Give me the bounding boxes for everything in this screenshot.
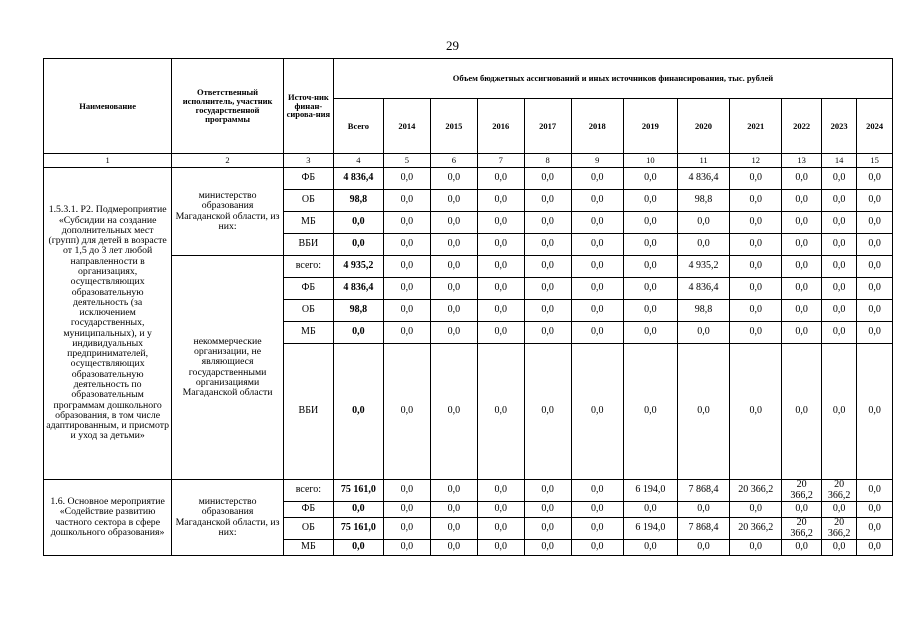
value-cell: 0,0: [430, 300, 477, 322]
value-cell: 0,0: [383, 234, 430, 256]
value-cell: 0,0: [383, 322, 430, 344]
value-cell: 6 194,0: [623, 518, 677, 540]
value-total: 0,0: [333, 322, 383, 344]
value-cell: 0,0: [821, 256, 856, 278]
column-number: 9: [571, 154, 623, 168]
value-cell: 0,0: [730, 502, 782, 518]
value-cell: 0,0: [477, 344, 524, 480]
responsible-executor: некоммерческие организации, не являющиеся государственными организациями Магаданской области: [172, 256, 284, 480]
value-cell: 0,0: [571, 322, 623, 344]
value-total: 4 836,4: [333, 278, 383, 300]
value-cell: 0,0: [677, 234, 729, 256]
value-cell: 0,0: [524, 322, 571, 344]
column-number: 7: [477, 154, 524, 168]
value-cell: 0,0: [383, 480, 430, 502]
column-number: 14: [821, 154, 856, 168]
value-total: 98,8: [333, 300, 383, 322]
value-cell: 0,0: [477, 278, 524, 300]
value-cell: 0,0: [571, 540, 623, 556]
value-cell: 0,0: [782, 190, 822, 212]
column-number: 2: [172, 154, 284, 168]
value-cell: 0,0: [623, 190, 677, 212]
value-cell: 0,0: [430, 168, 477, 190]
value-cell: 0,0: [623, 322, 677, 344]
value-cell: 0,0: [623, 502, 677, 518]
value-cell: 0,0: [677, 540, 729, 556]
value-cell: 7 868,4: [677, 480, 729, 502]
funding-source: всего:: [283, 256, 333, 278]
value-cell: 0,0: [524, 190, 571, 212]
value-cell: 0,0: [477, 540, 524, 556]
value-cell: 0,0: [571, 234, 623, 256]
header-year: 2017: [524, 99, 571, 154]
value-cell: 0,0: [857, 168, 893, 190]
value-cell: 0,0: [821, 540, 856, 556]
column-number: 11: [677, 154, 729, 168]
value-cell: 0,0: [782, 212, 822, 234]
value-cell: 0,0: [730, 540, 782, 556]
value-cell: 0,0: [821, 234, 856, 256]
header-funding: Объем бюджетных ассигнований и иных источников финансирования, тыс. рублей: [333, 59, 892, 99]
value-cell: 0,0: [430, 322, 477, 344]
value-cell: 6 194,0: [623, 480, 677, 502]
value-cell: 0,0: [857, 278, 893, 300]
value-cell: 0,0: [730, 190, 782, 212]
value-cell: 0,0: [782, 300, 822, 322]
value-cell: 0,0: [524, 344, 571, 480]
value-cell: 0,0: [782, 540, 822, 556]
header-year: 2019: [623, 99, 677, 154]
value-total: 0,0: [333, 502, 383, 518]
value-cell: 0,0: [477, 212, 524, 234]
value-total: 4 935,2: [333, 256, 383, 278]
value-cell: 0,0: [857, 518, 893, 540]
value-cell: 0,0: [430, 502, 477, 518]
value-cell: 0,0: [857, 300, 893, 322]
value-cell: 98,8: [677, 300, 729, 322]
value-cell: 0,0: [677, 212, 729, 234]
value-total: 0,0: [333, 540, 383, 556]
value-cell: 0,0: [524, 212, 571, 234]
responsible-executor: министерство образования Магаданской области, из них:: [172, 168, 284, 256]
value-cell: 0,0: [430, 518, 477, 540]
funding-source: ФБ: [283, 168, 333, 190]
value-cell: 0,0: [524, 234, 571, 256]
value-total: 75 161,0: [333, 518, 383, 540]
value-cell: 0,0: [857, 212, 893, 234]
value-cell: 0,0: [782, 256, 822, 278]
funding-source: МБ: [283, 212, 333, 234]
value-cell: 0,0: [782, 344, 822, 480]
value-cell: 0,0: [383, 190, 430, 212]
value-cell: 0,0: [857, 322, 893, 344]
value-cell: 0,0: [524, 300, 571, 322]
column-number: 15: [857, 154, 893, 168]
value-cell: 0,0: [430, 540, 477, 556]
column-number: 5: [383, 154, 430, 168]
column-number: 1: [44, 154, 172, 168]
value-cell: 20 366,2: [730, 518, 782, 540]
value-cell: 0,0: [730, 300, 782, 322]
value-total: 75 161,0: [333, 480, 383, 502]
value-cell: 0,0: [623, 300, 677, 322]
measure-name: 1.6. Основное мероприятие «Содействие развитию частного сектора в сфере дошкольного образования»: [44, 480, 172, 556]
value-cell: 0,0: [430, 190, 477, 212]
value-cell: 0,0: [524, 480, 571, 502]
value-cell: 0,0: [730, 344, 782, 480]
value-cell: 0,0: [821, 278, 856, 300]
value-cell: 0,0: [477, 480, 524, 502]
value-cell: 0,0: [477, 518, 524, 540]
value-cell: 20 366,2: [730, 480, 782, 502]
value-cell: 0,0: [677, 502, 729, 518]
value-cell: 0,0: [383, 518, 430, 540]
value-cell: 0,0: [623, 540, 677, 556]
value-cell: 0,0: [782, 234, 822, 256]
value-cell: 0,0: [857, 480, 893, 502]
header-responsible: Ответственный исполнитель, участник государственной программы: [172, 59, 284, 154]
value-cell: 0,0: [677, 344, 729, 480]
value-cell: 0,0: [477, 190, 524, 212]
column-number: 12: [730, 154, 782, 168]
header-year: 2018: [571, 99, 623, 154]
header-name: Наименование: [44, 59, 172, 154]
value-cell: 0,0: [383, 212, 430, 234]
value-cell: 0,0: [524, 168, 571, 190]
value-cell: 0,0: [383, 344, 430, 480]
value-cell: 4 935,2: [677, 256, 729, 278]
value-cell: 0,0: [730, 234, 782, 256]
value-cell: 0,0: [571, 168, 623, 190]
value-cell: 0,0: [623, 344, 677, 480]
value-cell: 0,0: [524, 256, 571, 278]
value-cell: 20 366,2: [821, 480, 856, 502]
value-cell: 0,0: [782, 322, 822, 344]
value-cell: 0,0: [821, 502, 856, 518]
funding-source: ВБИ: [283, 234, 333, 256]
funding-source: ОБ: [283, 518, 333, 540]
value-cell: 0,0: [477, 300, 524, 322]
value-cell: 0,0: [821, 344, 856, 480]
header-source: Источ-ник финан-сирова-ния: [283, 59, 333, 154]
header-year: 2014: [383, 99, 430, 154]
funding-table: [43, 58, 893, 556]
value-cell: 0,0: [821, 190, 856, 212]
value-cell: 0,0: [571, 300, 623, 322]
value-cell: 0,0: [477, 256, 524, 278]
value-cell: 0,0: [857, 256, 893, 278]
value-cell: 0,0: [782, 278, 822, 300]
column-number: 3: [283, 154, 333, 168]
funding-source: ФБ: [283, 502, 333, 518]
value-cell: 0,0: [524, 518, 571, 540]
value-total: 0,0: [333, 234, 383, 256]
value-cell: 0,0: [571, 256, 623, 278]
value-cell: 0,0: [383, 540, 430, 556]
value-cell: 0,0: [730, 256, 782, 278]
value-cell: 0,0: [524, 278, 571, 300]
value-cell: 7 868,4: [677, 518, 729, 540]
measure-name: 1.5.3.1. Р2. Подмероприятие «Субсидии на создание дополнительных мест (групп) для детей в возрасте от 1,5 до 3 лет любой направленности в организациях, осуществляющих образовательную деятельность (за исключением государственных, муниципальных), и у индивидуальных предпринимателей, осуществляющих образовательную деятельность по образовательным программам дошкольного образования, в том числе адаптированным, и присмотр и уход за детьми»: [44, 168, 172, 480]
value-cell: 0,0: [623, 234, 677, 256]
funding-source: МБ: [283, 322, 333, 344]
header-year: 2016: [477, 99, 524, 154]
value-cell: 0,0: [383, 278, 430, 300]
value-cell: 0,0: [383, 502, 430, 518]
value-cell: 20 366,2: [782, 518, 822, 540]
value-cell: 0,0: [571, 190, 623, 212]
header-year: 2015: [430, 99, 477, 154]
value-cell: 4 836,4: [677, 168, 729, 190]
value-cell: 0,0: [477, 234, 524, 256]
value-cell: 0,0: [782, 168, 822, 190]
value-total: 0,0: [333, 344, 383, 480]
value-cell: 0,0: [857, 234, 893, 256]
funding-source: ОБ: [283, 190, 333, 212]
value-cell: 0,0: [857, 502, 893, 518]
value-cell: 0,0: [623, 212, 677, 234]
value-cell: 0,0: [430, 234, 477, 256]
value-cell: 0,0: [571, 344, 623, 480]
value-cell: 0,0: [571, 518, 623, 540]
value-cell: 0,0: [524, 502, 571, 518]
column-number: 13: [782, 154, 822, 168]
value-cell: 0,0: [524, 540, 571, 556]
value-total: 0,0: [333, 212, 383, 234]
value-cell: 0,0: [477, 502, 524, 518]
column-number: 10: [623, 154, 677, 168]
value-cell: 0,0: [571, 502, 623, 518]
value-total: 98,8: [333, 190, 383, 212]
value-cell: 0,0: [730, 278, 782, 300]
value-cell: 20 366,2: [782, 480, 822, 502]
value-cell: 0,0: [782, 502, 822, 518]
value-cell: 0,0: [571, 212, 623, 234]
table-row: [44, 480, 893, 502]
value-cell: 0,0: [477, 322, 524, 344]
table-row: [44, 168, 893, 190]
column-number: 8: [524, 154, 571, 168]
value-cell: 0,0: [857, 540, 893, 556]
value-cell: 0,0: [430, 344, 477, 480]
header-year: 2024: [857, 99, 893, 154]
value-cell: 0,0: [730, 322, 782, 344]
value-cell: 4 836,4: [677, 278, 729, 300]
value-total: 4 836,4: [333, 168, 383, 190]
header-year: 2023: [821, 99, 856, 154]
value-cell: 0,0: [623, 168, 677, 190]
table-row: [44, 256, 893, 278]
header-year: 2021: [730, 99, 782, 154]
value-cell: 0,0: [430, 212, 477, 234]
funding-source: МБ: [283, 540, 333, 556]
value-cell: 0,0: [821, 300, 856, 322]
header-year: 2020: [677, 99, 729, 154]
responsible-executor: министерство образования Магаданской области, из них:: [172, 480, 284, 556]
column-number: 4: [333, 154, 383, 168]
value-cell: 0,0: [857, 190, 893, 212]
value-cell: 0,0: [623, 256, 677, 278]
value-cell: 0,0: [383, 256, 430, 278]
value-cell: 0,0: [623, 278, 677, 300]
value-cell: 0,0: [430, 480, 477, 502]
value-cell: 0,0: [677, 322, 729, 344]
value-cell: 0,0: [571, 278, 623, 300]
value-cell: 0,0: [730, 212, 782, 234]
value-cell: 0,0: [430, 278, 477, 300]
value-cell: 20 366,2: [821, 518, 856, 540]
value-cell: 0,0: [730, 168, 782, 190]
funding-source: ФБ: [283, 278, 333, 300]
value-cell: 0,0: [383, 168, 430, 190]
value-cell: 0,0: [477, 168, 524, 190]
value-cell: 0,0: [857, 344, 893, 480]
value-cell: 0,0: [383, 300, 430, 322]
page-number: 29: [446, 38, 459, 53]
value-cell: 0,0: [821, 212, 856, 234]
value-cell: 0,0: [821, 322, 856, 344]
header-year: 2022: [782, 99, 822, 154]
funding-source: ОБ: [283, 300, 333, 322]
funding-source: всего:: [283, 480, 333, 502]
column-number: 6: [430, 154, 477, 168]
header-year: Всего: [333, 99, 383, 154]
value-cell: 0,0: [571, 480, 623, 502]
value-cell: 0,0: [430, 256, 477, 278]
funding-source: ВБИ: [283, 344, 333, 480]
value-cell: 0,0: [821, 168, 856, 190]
value-cell: 98,8: [677, 190, 729, 212]
